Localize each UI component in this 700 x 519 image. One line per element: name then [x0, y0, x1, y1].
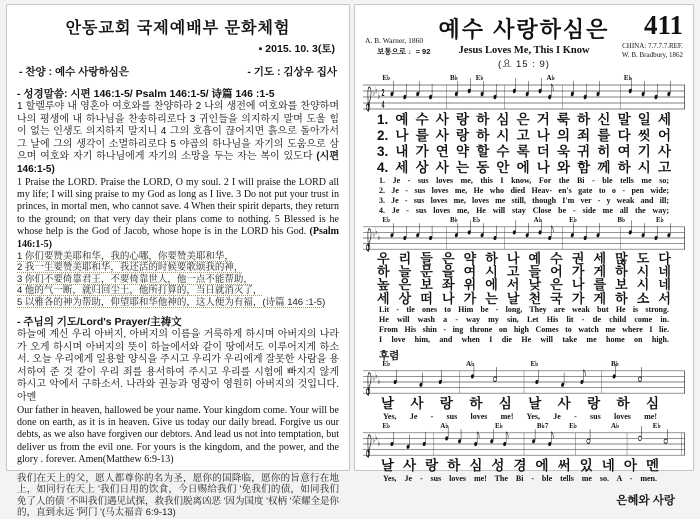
korean-lyric-line: 1. 예 수 사 랑 하 심 은 거 룩 하 신 말 일 세 [377, 112, 671, 127]
staff-system [363, 360, 685, 422]
korean-lyric-line: 2. 나 를 사 랑 하 시 고 나 의 죄 를 다 씻 어 [377, 128, 671, 143]
chord-label: A♭ [466, 359, 475, 368]
svg-text:♭: ♭ [372, 434, 375, 446]
korean-lyric-line: 높 은 보 좌 위 에 서 낮 은 나 를 보 시 네 [377, 277, 671, 293]
svg-text:♭: ♭ [375, 84, 378, 96]
chord-label: B♭ [617, 216, 626, 224]
scripture-heading: - 성경말씀: 시편 146:1-5/ Psalm 146:1-5/ 诗篇 146 :1-5 [17, 88, 275, 100]
lords-prayer-english: Our father in heaven, hallowed be your name. Your kingdom come. Your will be done on earth, as it is in heaven. Give us today our daily bread. Forgive us our debts, as we also have forgiven our debtors. And lead us not into temptation, but deliver us from the evil one. For yours is the kingdom, and the power, and the glory . forever. Amen(Matthew 6:9-13) [17, 404, 339, 466]
music-staff [363, 224, 685, 252]
chord-label: B♭ [449, 216, 458, 224]
hymn-subtitle: Jesus Loves Me, This I Know [458, 45, 590, 56]
chord-label: A♭ [440, 421, 449, 430]
korean-lyric-line: 세 상 떠 나 가 는 날 천 국 가 게 하 소 서 [377, 290, 671, 306]
chord-label: E♭ [382, 216, 391, 224]
lords-prayer-chinese: 我们在天上的父，愿人都尊你的名为圣，愿你的国降临，愿你的旨意行在地上，如同行在天上 '我们日用的饮食，今日赐给我们 '免我们的债，如同我们免了人的债 '不叫我们遇见试探，救我们脱离凶恶 '因为国度 '权柄 '荣耀全是你的，直到永远 '阿门 '(马太福音 6:9-13) [17, 472, 339, 519]
english-lyric-line: 3. Je - sus loves me, loves me still, though I'm ver - y weak and ill; [379, 196, 669, 205]
chord-label: E♭ [652, 421, 661, 430]
chord-label: E♭ [569, 216, 578, 224]
scripture-korean-ref: (시편 146:1-5) [17, 151, 339, 175]
scripture-korean: 1 할렐루야 내 영혼아 여호와를 찬양하라 2 나의 생전에 여호와를 찬양하며 나의 평생에 내 하나님을 찬송하리로다 3 귀인들을 의지하지 말며 도울 힘이 없는 인생도 의지하지 말지니 4 그의 호흡이 끊어지면 흙으로 돌아가서 그 날에 그의 생각이 소멸하리로다 5 야곱의 하나님을 자기의 도움으로 삼으며 여호와 자기 하나님에게 자기의 소망을 두는 자는 복이 있도다 (시편 146:1-5) [17, 101, 339, 175]
svg-text:4: 4 [381, 99, 385, 111]
chord-label: B♭7 [536, 421, 549, 430]
korean-lyric-line: 3. 내 가 연 약 할 수 록 더 욱 귀 히 여 기 사 [377, 144, 671, 159]
svg-text:♭: ♭ [375, 369, 378, 381]
praise-line: - 찬양 : 예수 사랑하심은 [19, 66, 129, 78]
scripture-chinese-line: 1 你们要赞美耶和华，我的心哪，你要赞美耶和华， [17, 251, 234, 262]
scripture-english: 1 Praise the LORD. Praise the LORD, O my soul. 2 I will praise the LORD all my life; I will sing praise to my God as long as I live. 3 Do not put your trust in princes, in mortal men, who cannot save. 4 When their spirit departs, they return to the ground; on that very day their plans come to nothing. 5 Blessed is he whose help is the God of Jacob, whose hope is in the LORD his God. (Psalm 146:1-5) [17, 176, 339, 250]
hymn-composer: W. B. Bradbury, 1862 [621, 50, 683, 59]
korean-lyric-line: 하 늘 문 을 여 시 고 들 어 가 게 하 시 네 [377, 264, 671, 280]
english-lyric-line: He will wash a - way my sin, Let His lit - tle child come in. [379, 314, 669, 324]
hymn-title: 예수 사랑하심은 [438, 17, 610, 42]
scripture-english-ref: (Psalm 146:1-5) [17, 226, 339, 250]
scripture-chinese-line: 2 我一生要赞美耶和华，我还活的时候要歌颂我的神， [17, 262, 244, 274]
svg-text:♭: ♭ [372, 372, 375, 384]
lords-prayer-korean: 하늘에 계신 우리 아버지, 아버지의 이름을 거룩하게 하시며 아버지의 나라가 오게 하시며 아버지의 뜻이 하늘에서와 같이 땅에서도 이루어지게 하소서. 오늘 우리에게 일용할 양식을 주시고 우리가 우리에게 잘못한 사람을 용서하여 준 것 같이 우리 죄를 용서하여 주시고 우리를 시험에 빠지지 않게 하시고 악에서 구하소서. 나라와 권능과 영광이 영원히 아버지의 것입니다. 아멘 [17, 329, 339, 403]
music-staff [363, 368, 685, 396]
english-lyric-line: 1. Je - sus loves me, this I know, For the Bi - ble tells me so; [379, 176, 669, 185]
chord-label: E♭ [475, 74, 484, 82]
svg-text:♭: ♭ [377, 374, 380, 387]
hymn-author: A. B. Warner, 1860 [365, 36, 424, 45]
svg-text:♭: ♭ [375, 431, 378, 443]
korean-lyric-line: 4. 세 상 사 는 동 안 에 나 와 함 께 하 시 고 [377, 160, 671, 175]
hymn-footer: 은혜와 사랑 [616, 494, 675, 507]
chord-label: A♭ [610, 421, 620, 430]
chord-label: E♭ [472, 216, 481, 224]
svg-text:♭: ♭ [377, 90, 380, 102]
hymn-panel [354, 4, 694, 507]
chord-label: B♭ [449, 74, 458, 82]
chord-label: A♭ [533, 216, 543, 224]
english-lyric-line: Lit - tle ones to Him be - long, They are weak but He is strong. [379, 304, 669, 314]
english-lyric-line: Yes, Je - sus loves me! Yes, Je - sus loves me! [383, 411, 657, 421]
hymn-number: 411 [643, 10, 683, 40]
korean-lyric-line: 날 사 랑 하 심 날 사 랑 하 심 [381, 395, 659, 411]
english-lyric-line: From His shin - ing throne on high Comes to watch me where I lie. [379, 324, 669, 334]
scripture-chinese [17, 251, 339, 308]
staff-system [363, 74, 685, 216]
chord-row [363, 74, 685, 82]
svg-text:♭: ♭ [375, 225, 378, 237]
hymn-header [363, 10, 685, 74]
english-lyric-line: 4. Je - sus loves me, He will stay Close be - side me all the way; [379, 206, 669, 215]
english-lyric-line: 2. Je - sus loves me, He who died Heav- en's gate to o - pen wide; [379, 186, 669, 195]
svg-text:♭: ♭ [372, 87, 375, 99]
hymn-tempo: 보통으로 ♩= 92 [377, 47, 431, 56]
bulletin-title: 안동교회 국제예배부 문화체험 [65, 20, 291, 37]
korean-lyric-line: 우 리 들 은 약 하 나 예 수 권 세 많 도 다 [377, 251, 671, 266]
hymn-tune-name: CHINA: 7.7.7.7.REF. [622, 42, 683, 50]
chord-label: E♭ [530, 359, 539, 368]
svg-text:2: 2 [381, 87, 385, 99]
chord-label: E♭ [656, 216, 664, 224]
music-staff [363, 430, 685, 458]
scripture-chinese-line: 5 以雅各的神为帮助，仰望耶和华他神的，这人便为有福，(诗篇 146 :1-5) [17, 296, 326, 308]
chord-label: E♭ [623, 74, 632, 82]
scripture-chinese-line: 3 你们不要倚靠君王，不要倚靠世人，他一点不能帮助， [17, 273, 253, 285]
bulletin-date: ▪ 2015. 10. 3(토) [258, 43, 335, 55]
chord-label: A♭ [546, 74, 555, 82]
staff-system [363, 216, 685, 345]
prayer-lead-line: - 기도 : 김상우 집사 [247, 66, 337, 78]
english-lyric-line: Yes, Je - sus loves me! The Bi - ble tells me so. A - men. [383, 473, 657, 483]
chord-row [363, 422, 685, 430]
chord-label: B♭ [610, 359, 619, 368]
bulletin-panel [6, 4, 350, 519]
svg-text:♭: ♭ [377, 231, 380, 243]
lords-prayer-heading: - 주님의 기도/Lord's Prayer/主祷文 [17, 316, 182, 329]
scripture-chinese-line: 4 他的气一断，就归回尘土，他所打算的，当日就消灭了， [17, 285, 263, 297]
svg-text:♭: ♭ [377, 436, 380, 449]
chord-label: E♭ [382, 359, 391, 368]
svg-text:♭: ♭ [372, 228, 375, 240]
chord-label: E♭ [382, 421, 391, 430]
chord-row [363, 360, 685, 368]
staff-system [363, 422, 685, 484]
chord-label: E♭ [495, 421, 503, 430]
music-staff [363, 82, 685, 112]
hymn-scripture-ref: (요 15 : 9) [498, 59, 550, 70]
refrain-label: 후렴 [379, 349, 400, 362]
chord-label: E♭ [569, 421, 578, 430]
chord-row [363, 216, 685, 224]
hymn-tune-composer [622, 42, 683, 59]
english-lyric-line: I love him, and when I die He will take me home on high. [379, 334, 669, 344]
korean-lyric-line: 날 사 랑 하 심 성 경 에 써 있 네 아 멘 [381, 457, 659, 473]
chord-label: E♭ [382, 74, 391, 82]
